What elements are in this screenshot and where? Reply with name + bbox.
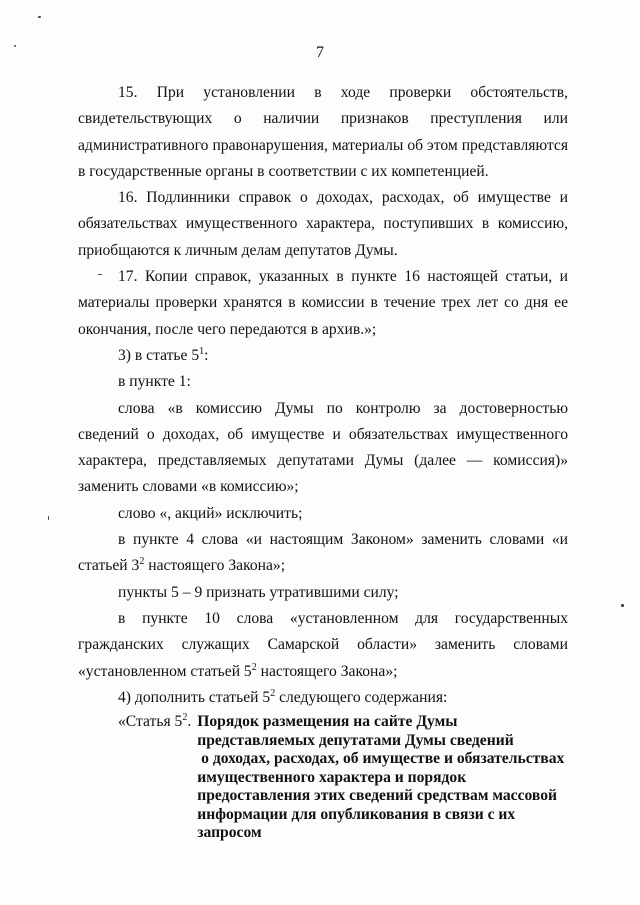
item-3-heading: 3) в статье $5^1$: bbox=[118, 345, 209, 364]
article-title-line: Порядок размещения на сайте Думы bbox=[197, 713, 458, 731]
item-3-points-void: пункты 5 – 9 признать утратившими силу; bbox=[118, 583, 399, 601]
document-body bbox=[78, 80, 568, 843]
scan-speck bbox=[621, 604, 624, 607]
item-3-words-replacement: слова «в комиссию Думы по контролю за достоверностью сведений о доходах, об имуществе и обязательствах имущественного характера, представляемых депутатами Думы (далее — комиссия)» заменить словами «в комиссию»; bbox=[78, 399, 568, 496]
article-title bbox=[191, 713, 565, 843]
article-title-line: предоставления этих сведений средствам массовой bbox=[197, 787, 558, 805]
item-3-word-exclusion: слово «, акций» исключить; bbox=[118, 504, 303, 522]
article-title-line: о доходах, расходах, об имуществе и обязательствах bbox=[197, 750, 565, 768]
item-4-heading: 4) дополнить статьей $5^2$ следующего содержания: bbox=[118, 687, 448, 706]
item-3-point-4: в пункте 4 слова «и настоящим Законом» заменить словами «и статьей $3^2$ настоящего Закона»; bbox=[78, 531, 568, 575]
page-number: 7 bbox=[316, 44, 324, 61]
item-3-point-1: в пункте 1: bbox=[118, 373, 191, 391]
scan-speck bbox=[38, 16, 41, 18]
article-title-line: имущественного характера и порядок bbox=[197, 768, 467, 786]
article-5-2-heading bbox=[78, 713, 568, 843]
article-title-line: информации для опубликования в связи с их bbox=[197, 805, 516, 823]
paragraph-17: 17. Копии справок, указанных в пункте 16 настоящей статьи, и материалы проверки хранятся в комиссии в течение трех лет со дня ее окончания, после чего передаются в архив.»; bbox=[78, 268, 568, 338]
paragraph-15: 15. При установлении в ходе проверки обстоятельств, свидетельствующих о наличии признаков преступления или административного правонарушения, материалы об этом представляются в государственные органы в соответствии с их компетенцией. bbox=[78, 84, 568, 180]
item-3-point-10: в пункте 10 слова «установленном для государственных гражданских служащих Самарской области» заменить словами «установленном статьей $5^2$ настоящего Закона»; bbox=[78, 609, 568, 680]
scan-speck bbox=[48, 516, 49, 520]
article-label: «Статья $5^2$. bbox=[118, 711, 192, 731]
article-title-line: запросом bbox=[197, 824, 262, 842]
paragraph-16: 16. Подлинники справок о доходах, расходах, об имуществе и обязательствах имущественного характера, поступивших в комиссию, приобщаются к личным делам депутатов Думы. bbox=[78, 189, 568, 259]
article-title-line: представляемых депутатами Думы сведений bbox=[197, 731, 514, 749]
